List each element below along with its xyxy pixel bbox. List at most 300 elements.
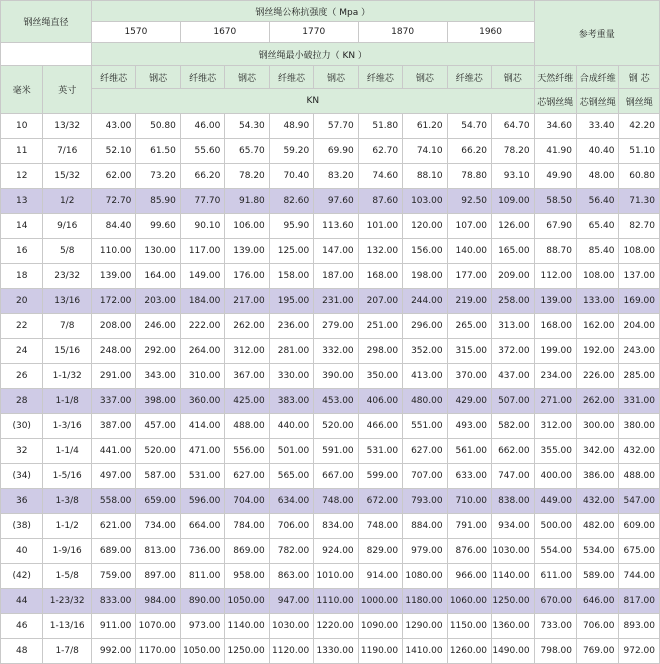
diameter-mm-cell: 48 — [1, 639, 43, 664]
value-cell: 207.00 — [358, 289, 402, 314]
value-cell: 59.20 — [269, 139, 313, 164]
value-cell: 82.70 — [619, 214, 660, 239]
value-cell: 298.00 — [358, 339, 402, 364]
value-cell: 51.10 — [619, 139, 660, 164]
table-body — [1, 114, 660, 664]
value-cell: 34.60 — [534, 114, 576, 139]
diameter-mm-cell: 26 — [1, 364, 43, 389]
value-cell: 48.00 — [577, 164, 619, 189]
value-cell: 667.00 — [314, 464, 358, 489]
diameter-mm-cell: 36 — [1, 489, 43, 514]
value-cell: 83.20 — [314, 164, 358, 189]
diameter-inch-cell: 1-3/8 — [43, 489, 92, 514]
diameter-inch-cell: 1-1/8 — [43, 389, 92, 414]
value-cell: 108.00 — [619, 239, 660, 264]
diameter-mm-cell: 10 — [1, 114, 43, 139]
value-cell: 234.00 — [534, 364, 576, 389]
value-cell: 130.00 — [136, 239, 180, 264]
value-cell: 565.00 — [269, 464, 313, 489]
value-cell: 99.60 — [136, 214, 180, 239]
diameter-inch-cell: 9/16 — [43, 214, 92, 239]
value-cell: 876.00 — [447, 539, 491, 564]
value-cell: 285.00 — [619, 364, 660, 389]
value-cell: 1030.00 — [492, 539, 535, 564]
value-cell: 441.00 — [91, 439, 135, 464]
value-cell: 380.00 — [619, 414, 660, 439]
value-cell: 236.00 — [269, 314, 313, 339]
table-row — [1, 639, 660, 664]
diameter-inch-cell: 1-1/4 — [43, 439, 92, 464]
diameter-mm-cell: (38) — [1, 514, 43, 539]
value-cell: 62.00 — [91, 164, 135, 189]
value-cell: 65.40 — [577, 214, 619, 239]
grade-header: 1770 — [269, 22, 358, 43]
value-cell: 531.00 — [180, 464, 224, 489]
diameter-inch-cell: 15/16 — [43, 339, 92, 364]
diameter-mm-cell: (34) — [1, 464, 43, 489]
steel-core-header: 钢芯 — [136, 66, 180, 89]
value-cell: 90.10 — [180, 214, 224, 239]
value-cell: 924.00 — [314, 539, 358, 564]
diameter-mm-cell: 18 — [1, 264, 43, 289]
diameter-inch-cell: 1-23/32 — [43, 589, 92, 614]
value-cell: 1150.00 — [447, 614, 491, 639]
diameter-inch-cell: 7/16 — [43, 139, 92, 164]
value-cell: 488.00 — [619, 464, 660, 489]
value-cell: 664.00 — [180, 514, 224, 539]
value-cell: 662.00 — [492, 439, 535, 464]
value-cell: 958.00 — [225, 564, 269, 589]
value-cell: 367.00 — [225, 364, 269, 389]
diameter-mm-cell: 14 — [1, 214, 43, 239]
natural-fiber-weight-header-line2: 芯钢丝绳 — [534, 89, 576, 114]
value-cell: 187.00 — [314, 264, 358, 289]
value-cell: 360.00 — [180, 389, 224, 414]
value-cell: 370.00 — [447, 364, 491, 389]
diameter-inch-cell: 13/32 — [43, 114, 92, 139]
diameter-inch-cell: 1-1/2 — [43, 514, 92, 539]
steel-core-header: 钢芯 — [492, 66, 535, 89]
value-cell: 911.00 — [91, 614, 135, 639]
value-cell: 139.00 — [91, 264, 135, 289]
value-cell: 670.00 — [534, 589, 576, 614]
value-cell: 332.00 — [314, 339, 358, 364]
value-cell: 453.00 — [314, 389, 358, 414]
value-cell: 54.70 — [447, 114, 491, 139]
value-cell: 551.00 — [403, 414, 447, 439]
value-cell: 791.00 — [447, 514, 491, 539]
value-cell: 110.00 — [91, 239, 135, 264]
diameter-inch-cell: 1-13/16 — [43, 614, 92, 639]
value-cell: 582.00 — [492, 414, 535, 439]
value-cell: 192.00 — [577, 339, 619, 364]
fiber-core-header: 纤维芯 — [91, 66, 135, 89]
fiber-core-header: 纤维芯 — [269, 66, 313, 89]
value-cell: 70.40 — [269, 164, 313, 189]
value-cell: 782.00 — [269, 539, 313, 564]
value-cell: 77.70 — [180, 189, 224, 214]
value-cell: 66.20 — [180, 164, 224, 189]
value-cell: 554.00 — [534, 539, 576, 564]
value-cell: 440.00 — [269, 414, 313, 439]
value-cell: 172.00 — [91, 289, 135, 314]
value-cell: 672.00 — [358, 489, 402, 514]
value-cell: 890.00 — [180, 589, 224, 614]
value-cell: 507.00 — [492, 389, 535, 414]
synthetic-fiber-weight-header-line2: 芯钢丝绳 — [577, 89, 619, 114]
value-cell: 744.00 — [619, 564, 660, 589]
value-cell: 429.00 — [447, 389, 491, 414]
value-cell: 106.00 — [225, 214, 269, 239]
value-cell: 689.00 — [91, 539, 135, 564]
value-cell: 734.00 — [136, 514, 180, 539]
strength-header: 钢丝绳公称抗强度（ Mpa ） — [91, 1, 534, 22]
value-cell: 92.50 — [447, 189, 491, 214]
value-cell: 65.70 — [225, 139, 269, 164]
value-cell: 244.00 — [403, 289, 447, 314]
value-cell: 108.00 — [577, 264, 619, 289]
steel-core-weight-header-line2: 钢丝绳 — [619, 89, 660, 114]
value-cell: 414.00 — [180, 414, 224, 439]
value-cell: 101.00 — [358, 214, 402, 239]
value-cell: 292.00 — [136, 339, 180, 364]
value-cell: 342.00 — [577, 439, 619, 464]
value-cell: 271.00 — [534, 389, 576, 414]
value-cell: 893.00 — [619, 614, 660, 639]
value-cell: 748.00 — [314, 489, 358, 514]
value-cell: 62.70 — [358, 139, 402, 164]
value-cell: 1220.00 — [314, 614, 358, 639]
value-cell: 64.70 — [492, 114, 535, 139]
value-cell: 973.00 — [180, 614, 224, 639]
value-cell: 126.00 — [492, 214, 535, 239]
value-cell: 168.00 — [358, 264, 402, 289]
value-cell: 838.00 — [492, 489, 535, 514]
table-row — [1, 489, 660, 514]
value-cell: 748.00 — [358, 514, 402, 539]
value-cell: 133.00 — [577, 289, 619, 314]
value-cell: 74.10 — [403, 139, 447, 164]
value-cell: 46.00 — [180, 114, 224, 139]
table-row — [1, 414, 660, 439]
value-cell: 49.90 — [534, 164, 576, 189]
value-cell: 704.00 — [225, 489, 269, 514]
value-cell: 41.90 — [534, 139, 576, 164]
value-cell: 165.00 — [492, 239, 535, 264]
value-cell: 558.00 — [91, 489, 135, 514]
value-cell: 73.20 — [136, 164, 180, 189]
value-cell: 132.00 — [358, 239, 402, 264]
value-cell: 457.00 — [136, 414, 180, 439]
table-row — [1, 564, 660, 589]
value-cell: 343.00 — [136, 364, 180, 389]
value-cell: 1070.00 — [136, 614, 180, 639]
value-cell: 281.00 — [269, 339, 313, 364]
value-cell: 706.00 — [269, 514, 313, 539]
value-cell: 330.00 — [269, 364, 313, 389]
table-row — [1, 539, 660, 564]
value-cell: 50.80 — [136, 114, 180, 139]
value-cell: 547.00 — [619, 489, 660, 514]
value-cell: 387.00 — [91, 414, 135, 439]
value-cell: 482.00 — [577, 514, 619, 539]
value-cell: 611.00 — [534, 564, 576, 589]
value-cell: 992.00 — [91, 639, 135, 664]
table-row — [1, 464, 660, 489]
value-cell: 710.00 — [447, 489, 491, 514]
value-cell: 1030.00 — [269, 614, 313, 639]
value-cell: 621.00 — [91, 514, 135, 539]
value-cell: 1170.00 — [136, 639, 180, 664]
diameter-inch-cell: 23/32 — [43, 264, 92, 289]
value-cell: 195.00 — [269, 289, 313, 314]
fiber-core-header: 纤维芯 — [180, 66, 224, 89]
value-cell: 884.00 — [403, 514, 447, 539]
value-cell: 1140.00 — [492, 564, 535, 589]
value-cell: 646.00 — [577, 589, 619, 614]
value-cell: 264.00 — [180, 339, 224, 364]
value-cell: 177.00 — [447, 264, 491, 289]
value-cell: 69.90 — [314, 139, 358, 164]
diameter-mm-cell: 11 — [1, 139, 43, 164]
value-cell: 95.90 — [269, 214, 313, 239]
diameter-mm-cell: 20 — [1, 289, 43, 314]
value-cell: 203.00 — [136, 289, 180, 314]
value-cell: 520.00 — [136, 439, 180, 464]
value-cell: 78.80 — [447, 164, 491, 189]
value-cell: 531.00 — [358, 439, 402, 464]
value-cell: 66.20 — [447, 139, 491, 164]
diameter-spacer — [1, 43, 92, 66]
inch-header: 英寸 — [43, 66, 92, 114]
value-cell: 1360.00 — [492, 614, 535, 639]
value-cell: 634.00 — [269, 489, 313, 514]
value-cell: 61.50 — [136, 139, 180, 164]
value-cell: 471.00 — [180, 439, 224, 464]
value-cell: 337.00 — [91, 389, 135, 414]
value-cell: 243.00 — [619, 339, 660, 364]
value-cell: 117.00 — [180, 239, 224, 264]
value-cell: 400.00 — [534, 464, 576, 489]
value-cell: 57.70 — [314, 114, 358, 139]
value-cell: 609.00 — [619, 514, 660, 539]
diameter-inch-cell: 1-7/8 — [43, 639, 92, 664]
value-cell: 1110.00 — [314, 589, 358, 614]
value-cell: 222.00 — [180, 314, 224, 339]
table-row — [1, 139, 660, 164]
value-cell: 497.00 — [91, 464, 135, 489]
value-cell: 58.50 — [534, 189, 576, 214]
value-cell: 56.40 — [577, 189, 619, 214]
grade-header: 1570 — [91, 22, 180, 43]
table-row — [1, 364, 660, 389]
value-cell: 279.00 — [314, 314, 358, 339]
value-cell: 91.80 — [225, 189, 269, 214]
value-cell: 43.00 — [91, 114, 135, 139]
value-cell: 759.00 — [91, 564, 135, 589]
value-cell: 33.40 — [577, 114, 619, 139]
value-cell: 93.10 — [492, 164, 535, 189]
diameter-inch-cell: 15/32 — [43, 164, 92, 189]
value-cell: 265.00 — [447, 314, 491, 339]
value-cell: 1490.00 — [492, 639, 535, 664]
mm-header: 毫米 — [1, 66, 43, 114]
diameter-inch-cell: 13/16 — [43, 289, 92, 314]
value-cell: 313.00 — [492, 314, 535, 339]
diameter-mm-cell: 16 — [1, 239, 43, 264]
value-cell: 312.00 — [225, 339, 269, 364]
value-cell: 1010.00 — [314, 564, 358, 589]
value-cell: 355.00 — [534, 439, 576, 464]
value-cell: 1000.00 — [358, 589, 402, 614]
fiber-core-header: 纤维芯 — [447, 66, 491, 89]
table-row — [1, 439, 660, 464]
value-cell: 817.00 — [619, 589, 660, 614]
value-cell: 262.00 — [225, 314, 269, 339]
value-cell: 147.00 — [314, 239, 358, 264]
value-cell: 675.00 — [619, 539, 660, 564]
value-cell: 107.00 — [447, 214, 491, 239]
value-cell: 406.00 — [358, 389, 402, 414]
value-cell: 352.00 — [403, 339, 447, 364]
table-row — [1, 189, 660, 214]
table-row — [1, 314, 660, 339]
value-cell: 947.00 — [269, 589, 313, 614]
value-cell: 863.00 — [269, 564, 313, 589]
value-cell: 829.00 — [358, 539, 402, 564]
grade-header: 1870 — [358, 22, 447, 43]
value-cell: 706.00 — [577, 614, 619, 639]
table-row — [1, 264, 660, 289]
value-cell: 291.00 — [91, 364, 135, 389]
diameter-mm-cell: 13 — [1, 189, 43, 214]
value-cell: 60.80 — [619, 164, 660, 189]
diameter-mm-cell: 46 — [1, 614, 43, 639]
value-cell: 246.00 — [136, 314, 180, 339]
value-cell: 1120.00 — [269, 639, 313, 664]
value-cell: 520.00 — [314, 414, 358, 439]
value-cell: 331.00 — [619, 389, 660, 414]
value-cell: 386.00 — [577, 464, 619, 489]
value-cell: 87.60 — [358, 189, 402, 214]
value-cell: 834.00 — [314, 514, 358, 539]
value-cell: 82.60 — [269, 189, 313, 214]
value-cell: 78.20 — [225, 164, 269, 189]
value-cell: 85.90 — [136, 189, 180, 214]
value-cell: 48.90 — [269, 114, 313, 139]
value-cell: 500.00 — [534, 514, 576, 539]
value-cell: 934.00 — [492, 514, 535, 539]
value-cell: 596.00 — [180, 489, 224, 514]
value-cell: 208.00 — [91, 314, 135, 339]
value-cell: 383.00 — [269, 389, 313, 414]
value-cell: 258.00 — [492, 289, 535, 314]
diameter-mm-cell: 44 — [1, 589, 43, 614]
value-cell: 103.00 — [403, 189, 447, 214]
value-cell: 784.00 — [225, 514, 269, 539]
value-cell: 88.70 — [534, 239, 576, 264]
value-cell: 1140.00 — [225, 614, 269, 639]
unit-header: KN — [91, 89, 534, 114]
value-cell: 67.90 — [534, 214, 576, 239]
value-cell: 1410.00 — [403, 639, 447, 664]
synthetic-fiber-weight-header: 合成纤维 — [577, 66, 619, 89]
table-row — [1, 164, 660, 189]
value-cell: 914.00 — [358, 564, 402, 589]
value-cell: 296.00 — [403, 314, 447, 339]
diameter-inch-cell: 1-3/16 — [43, 414, 92, 439]
value-cell: 869.00 — [225, 539, 269, 564]
diameter-inch-cell: 1-5/16 — [43, 464, 92, 489]
value-cell: 84.40 — [91, 214, 135, 239]
steel-core-header: 钢芯 — [314, 66, 358, 89]
value-cell: 61.20 — [403, 114, 447, 139]
value-cell: 1190.00 — [358, 639, 402, 664]
value-cell: 798.00 — [534, 639, 576, 664]
value-cell: 1260.00 — [447, 639, 491, 664]
value-cell: 226.00 — [577, 364, 619, 389]
diameter-mm-cell: 32 — [1, 439, 43, 464]
value-cell: 42.20 — [619, 114, 660, 139]
diameter-inch-cell: 1-9/16 — [43, 539, 92, 564]
diameter-mm-cell: 40 — [1, 539, 43, 564]
value-cell: 204.00 — [619, 314, 660, 339]
value-cell: 466.00 — [358, 414, 402, 439]
value-cell: 627.00 — [403, 439, 447, 464]
value-cell: 1060.00 — [447, 589, 491, 614]
value-cell: 449.00 — [534, 489, 576, 514]
table-row — [1, 289, 660, 314]
table-row — [1, 214, 660, 239]
steel-core-header: 钢芯 — [225, 66, 269, 89]
min-force-header: 钢丝绳最小破拉力（ KN ） — [91, 43, 534, 66]
value-cell: 78.20 — [492, 139, 535, 164]
value-cell: 897.00 — [136, 564, 180, 589]
diameter-inch-cell: 1-5/8 — [43, 564, 92, 589]
value-cell: 488.00 — [225, 414, 269, 439]
table-row — [1, 239, 660, 264]
value-cell: 113.60 — [314, 214, 358, 239]
value-cell: 168.00 — [534, 314, 576, 339]
value-cell: 137.00 — [619, 264, 660, 289]
value-cell: 251.00 — [358, 314, 402, 339]
diameter-mm-cell: (30) — [1, 414, 43, 439]
table-row — [1, 614, 660, 639]
value-cell: 300.00 — [577, 414, 619, 439]
value-cell: 747.00 — [492, 464, 535, 489]
fiber-core-header: 纤维芯 — [358, 66, 402, 89]
value-cell: 310.00 — [180, 364, 224, 389]
value-cell: 707.00 — [403, 464, 447, 489]
table-header — [1, 1, 660, 114]
table-row — [1, 514, 660, 539]
value-cell: 169.00 — [619, 289, 660, 314]
value-cell: 966.00 — [447, 564, 491, 589]
table-row — [1, 114, 660, 139]
value-cell: 493.00 — [447, 414, 491, 439]
value-cell: 97.60 — [314, 189, 358, 214]
value-cell: 55.60 — [180, 139, 224, 164]
value-cell: 71.30 — [619, 189, 660, 214]
value-cell: 1250.00 — [492, 589, 535, 614]
value-cell: 315.00 — [447, 339, 491, 364]
value-cell: 972.00 — [619, 639, 660, 664]
value-cell: 209.00 — [492, 264, 535, 289]
value-cell: 432.00 — [577, 489, 619, 514]
value-cell: 262.00 — [577, 389, 619, 414]
value-cell: 139.00 — [225, 239, 269, 264]
value-cell: 88.10 — [403, 164, 447, 189]
